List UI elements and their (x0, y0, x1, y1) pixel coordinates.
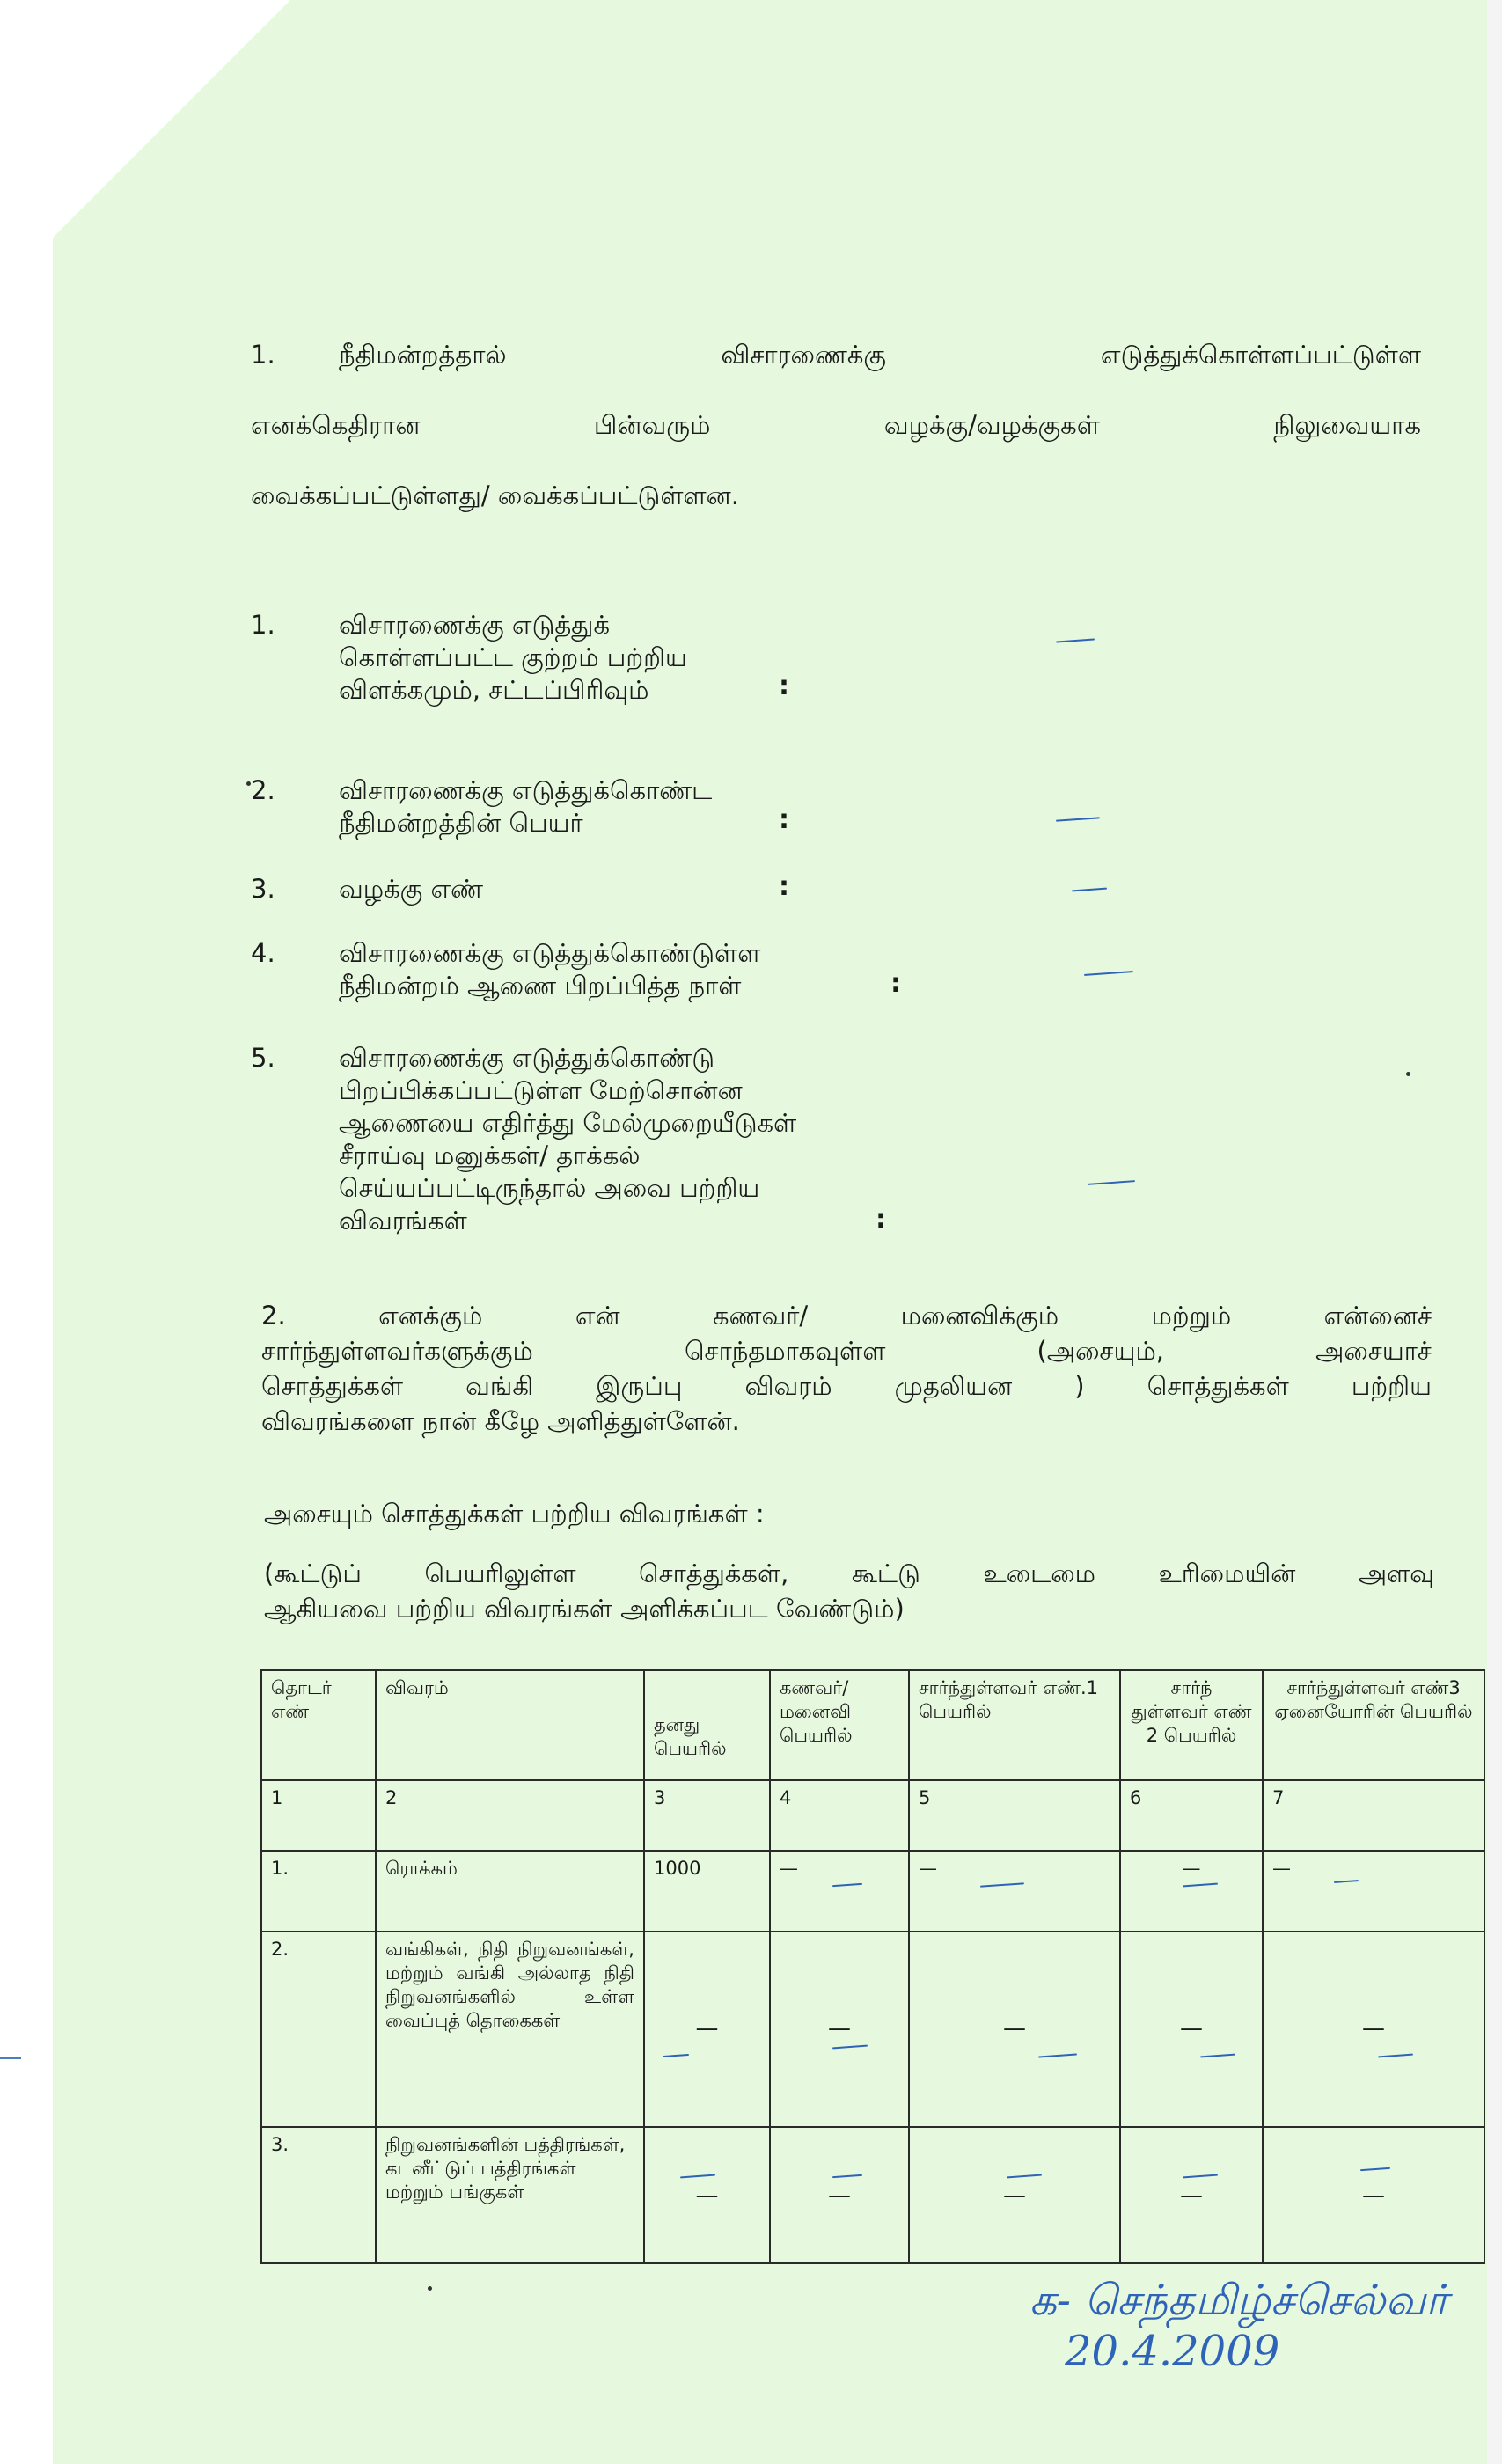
margin-mark (0, 2057, 21, 2059)
dependent-1-value: — (909, 1851, 1120, 1932)
table-row (261, 1932, 1484, 2127)
item-text: விசாரணைக்கு எடுத்துக்கொண்டு பிறப்பிக்கப்பட்டுள்ள மேற்சொன்ன ஆணையை எதிர்த்து மேல்முறையீடுகள் சீராய்வு மனுக்கள்/ தாக்கல் செய்யப்பட்டிருந்தால் அவை பற்றிய விவரங்கள் (339, 1043, 797, 1236)
serial-number: 1. (261, 1851, 376, 1932)
dependent-2-value: — (1120, 2127, 1263, 2263)
item-text: விசாரணைக்கு எடுத்துக் கொள்ளப்பட்ட குற்றம் பற்றிய விளக்கமும், சட்டப்பிரிவும் (339, 610, 687, 705)
assets-table (260, 1669, 1485, 2264)
item-text: வழக்கு எண் (339, 874, 483, 904)
column-header: சார்ந்துள்ளவர் எண்.1 பெயரில் (909, 1670, 1120, 1780)
paragraph-2-line-1: 2. எனக்கும் என் கணவர்/ மனைவிக்கும் மற்றும் என்னைச் (261, 1301, 1432, 1331)
paragraph-1-line-1: 1. நீதிமன்றத்தால் விசாரணைக்கு எடுத்துக்கொள்ளப்பட்டுள்ள (251, 319, 1421, 390)
item-colon: : (876, 1204, 886, 1235)
dependent-3-value: — (1263, 1932, 1484, 2127)
serial-number: 3. (261, 2127, 376, 2263)
own-name-value: — (644, 1932, 770, 2127)
item-number: 5. (251, 1043, 275, 1073)
section-note (264, 1556, 1434, 1626)
handwritten-signature (1029, 2275, 1447, 2377)
column-header: சார்ந்துள்ளவர் எண்3 ஏனையோரின் பெயரில் (1263, 1670, 1484, 1780)
item-text: விசாரணைக்கு எடுத்துக்கொண்ட நீதிமன்றத்தின் பெயர் (339, 775, 713, 838)
paragraph-2-line-2: சார்ந்துள்ளவர்களுக்கும் சொந்தமாகவுள்ள (அசையும், அசையாச் (261, 1336, 1432, 1366)
table-header-row (261, 1670, 1484, 1780)
column-header: கணவர்/ மனைவி பெயரில் (770, 1670, 909, 1780)
paragraph-1-line-2: எனக்கெதிரான பின்வரும் வழக்கு/வழக்குகள் நிலுவையாக (251, 410, 1421, 440)
paragraph-1-line-3: வைக்கப்பட்டுள்ளது/ வைக்கப்பட்டுள்ளன. (251, 480, 739, 510)
item-colon: : (779, 671, 789, 701)
description: வங்கிகள், நிதி நிறுவனங்கள், மற்றும் வங்கி அல்லாத நிதி நிறுவனங்களில் உள்ள வைப்புத் தொகைகள் (376, 1932, 644, 2127)
description: நிறுவனங்களின் பத்திரங்கள், கடனீட்டுப் பத்திரங்கள் மற்றும் பங்குகள் (376, 2127, 644, 2263)
section-heading: அசையும் சொத்துக்கள் பற்றிய விவரங்கள் : (264, 1499, 765, 1529)
table-number-row (261, 1780, 1484, 1851)
item-number: 4. (251, 938, 275, 968)
spouse-value: — (770, 1851, 909, 1932)
ink-dot (428, 2286, 432, 2291)
item-3 (251, 873, 867, 908)
column-header: சார்ந் துள்ளவர் எண் 2 பெயரில் (1120, 1670, 1263, 1780)
table-row (261, 1851, 1484, 1932)
item-4 (251, 937, 920, 1008)
paragraph-1 (251, 319, 1421, 531)
dependent-2-value: — (1120, 1851, 1263, 1932)
dependent-3-value: — (1263, 1851, 1484, 1932)
item-number: 1. (251, 610, 275, 640)
item-number: 2. (251, 775, 275, 805)
paragraph-1-number: 1. (251, 340, 275, 370)
paragraph-2-line-4: விவரங்களை நான் கீழே அளித்துள்ளேன். (261, 1406, 740, 1436)
page-edge (1487, 0, 1502, 2464)
note-line-2: ஆகியவை பற்றிய விவரங்கள் அளிக்கப்பட வேண்டும்) (264, 1594, 905, 1624)
signature-date: 20.4.2009 (1065, 2327, 1280, 2376)
column-number: 5 (909, 1780, 1120, 1851)
column-header: விவரம் (376, 1670, 644, 1780)
serial-number: 2. (261, 1932, 376, 2127)
item-colon: : (779, 871, 789, 902)
column-number: 2 (376, 1780, 644, 1851)
own-name-value: — (644, 2127, 770, 2263)
item-colon: : (779, 804, 789, 835)
column-header: தொடர் எண் (261, 1670, 376, 1780)
own-name-value: 1000 (644, 1851, 770, 1932)
item-number: 3. (251, 874, 275, 904)
dependent-1-value: — (909, 2127, 1120, 2263)
item-colon: : (890, 968, 901, 999)
signature-name: க- செந்தமிழ்ச்செல்வர் (1029, 2276, 1448, 2325)
dependent-3-value: — (1263, 2127, 1484, 2263)
column-number: 1 (261, 1780, 376, 1851)
dependent-1-value: — (909, 1932, 1120, 2127)
column-number: 4 (770, 1780, 909, 1851)
item-1 (251, 609, 867, 715)
column-number: 6 (1120, 1780, 1263, 1851)
column-header: தனது பெயரில் (644, 1670, 770, 1780)
ink-dot (1406, 1072, 1410, 1076)
column-number: 3 (644, 1780, 770, 1851)
table-row (261, 2127, 1484, 2263)
spouse-value: — (770, 1932, 909, 2127)
item-text: விசாரணைக்கு எடுத்துக்கொண்டுள்ள நீதிமன்றம் ஆணை பிறப்பித்த நாள் (339, 938, 761, 1001)
paragraph-2-line-3: சொத்துக்கள் வங்கி இருப்பு விவரம் முதலியன ) சொத்துக்கள் பற்றிய (261, 1371, 1432, 1401)
item-2 (251, 774, 867, 845)
dependent-2-value: — (1120, 1932, 1263, 2127)
note-line-1: (கூட்டுப் பெயரிலுள்ள சொத்துக்கள், கூட்டு உடைமை உரிமையின் அளவு (264, 1558, 1434, 1588)
description: ரொக்கம் (376, 1851, 644, 1932)
paragraph-2 (261, 1298, 1432, 1439)
item-5 (251, 1042, 920, 1244)
column-number: 7 (1263, 1780, 1484, 1851)
spouse-value: — (770, 2127, 909, 2263)
